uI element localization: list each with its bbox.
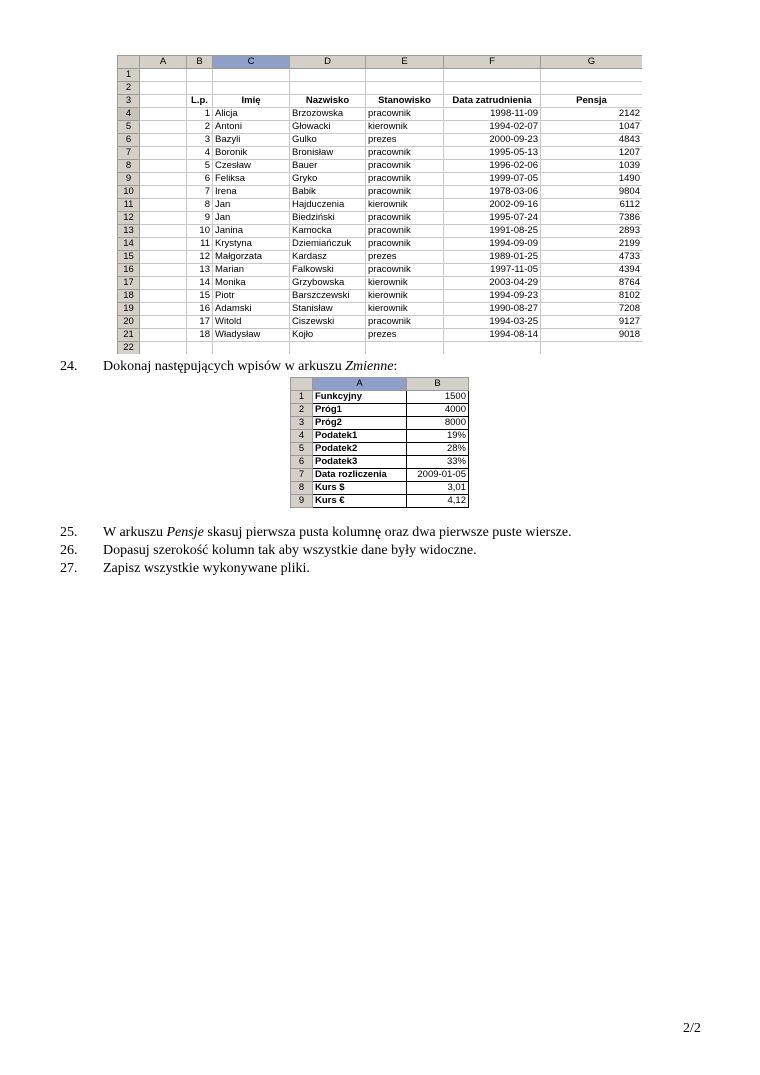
cell[interactable]: 11	[187, 238, 213, 251]
cell[interactable]: Antoni	[213, 121, 290, 134]
cell[interactable]: Małgorzata	[213, 251, 290, 264]
cell[interactable]	[290, 82, 366, 95]
table-header-row	[118, 95, 643, 108]
cell[interactable]: 8102	[541, 290, 643, 303]
column-header[interactable]: F	[444, 56, 541, 69]
cell[interactable]: Jan	[213, 212, 290, 225]
cell[interactable]: 1994-09-09	[444, 238, 541, 251]
row-header[interactable]: 12	[118, 212, 140, 225]
cell[interactable]: Bazyli	[213, 134, 290, 147]
column-header[interactable]: A	[140, 56, 187, 69]
cell[interactable]	[444, 82, 541, 95]
cell[interactable]: 1990-08-27	[444, 303, 541, 316]
row-header[interactable]: 8	[291, 482, 313, 495]
cell[interactable]	[140, 186, 187, 199]
row-header[interactable]: 15	[118, 251, 140, 264]
row-header[interactable]: 17	[118, 277, 140, 290]
cell[interactable]: Kamocka	[290, 225, 366, 238]
cell[interactable]: 1500	[407, 391, 469, 404]
corner-cell	[118, 56, 140, 69]
cell[interactable]: 9018	[541, 329, 643, 342]
cell[interactable]: Jan	[213, 199, 290, 212]
cell[interactable]: kierownik	[366, 290, 444, 303]
column-header[interactable]: E	[366, 56, 444, 69]
table-row	[291, 443, 469, 456]
cell[interactable]: pracownik	[366, 173, 444, 186]
column-header[interactable]: D	[290, 56, 366, 69]
cell[interactable]: 2009-01-05	[407, 469, 469, 482]
cell[interactable]	[187, 82, 213, 95]
cell[interactable]: 1039	[541, 160, 643, 173]
row-header[interactable]: 21	[118, 329, 140, 342]
cell[interactable]: 2199	[541, 238, 643, 251]
row-header[interactable]: 2	[291, 404, 313, 417]
cell[interactable]: 3	[187, 134, 213, 147]
row-header[interactable]: 19	[118, 303, 140, 316]
cell[interactable]: 1996-02-06	[444, 160, 541, 173]
cell[interactable]	[140, 264, 187, 277]
cell[interactable]: Próg1	[313, 404, 407, 417]
cell[interactable]: 1995-07-24	[444, 212, 541, 225]
cell[interactable]: 1995-05-13	[444, 147, 541, 160]
cell[interactable]: 8000	[407, 417, 469, 430]
cell[interactable]: pracownik	[366, 147, 444, 160]
column-header[interactable]: G	[541, 56, 643, 69]
cell[interactable]: 7	[187, 186, 213, 199]
column-header-row	[118, 56, 643, 69]
table-row	[118, 342, 643, 355]
cell[interactable]	[140, 290, 187, 303]
page-number: 2/2	[683, 1021, 701, 1036]
cell[interactable]	[290, 342, 366, 355]
cell[interactable]: pracownik	[366, 160, 444, 173]
cell[interactable]: 1994-03-25	[444, 316, 541, 329]
table-row	[291, 482, 469, 495]
table-row	[118, 173, 643, 186]
cell[interactable]: Data rozliczenia	[313, 469, 407, 482]
spreadsheet-zmienne	[290, 377, 469, 508]
row-header[interactable]: 11	[118, 199, 140, 212]
cell[interactable]	[140, 82, 187, 95]
corner-cell	[291, 378, 313, 391]
cell[interactable]: pracownik	[366, 186, 444, 199]
cell[interactable]: 17	[187, 316, 213, 329]
table-row	[118, 212, 643, 225]
cell[interactable]: Janina	[213, 225, 290, 238]
cell[interactable]	[213, 82, 290, 95]
cell[interactable]: Bauer	[290, 160, 366, 173]
cell[interactable]: pracownik	[366, 212, 444, 225]
cell[interactable]	[140, 147, 187, 160]
cell[interactable]: kierownik	[366, 121, 444, 134]
table-row	[118, 147, 643, 160]
row-header[interactable]: 14	[118, 238, 140, 251]
list-text: Dokonaj następujących wpisów w arkuszu Zmienne:	[103, 359, 398, 374]
cell[interactable]: Kardasz	[290, 251, 366, 264]
cell[interactable]: Kojło	[290, 329, 366, 342]
cell[interactable]	[140, 69, 187, 82]
cell[interactable]: 1994-02-07	[444, 121, 541, 134]
row-header[interactable]: 9	[291, 495, 313, 508]
cell[interactable]: Barszczewski	[290, 290, 366, 303]
cell[interactable]: Krystyna	[213, 238, 290, 251]
cell[interactable]	[444, 69, 541, 82]
cell[interactable]	[140, 160, 187, 173]
cell[interactable]	[140, 316, 187, 329]
table-row	[118, 264, 643, 277]
table-row	[118, 290, 643, 303]
cell[interactable]: 6	[187, 173, 213, 186]
table-row	[291, 404, 469, 417]
spreadsheet-pensje	[117, 55, 642, 354]
row-header[interactable]: 20	[118, 316, 140, 329]
table-row	[118, 225, 643, 238]
cell[interactable]: Boronik	[213, 147, 290, 160]
cell[interactable]	[140, 95, 187, 108]
cell[interactable]: 1994-09-23	[444, 290, 541, 303]
cell[interactable]: Alicja	[213, 108, 290, 121]
cell[interactable]: 15	[187, 290, 213, 303]
cell[interactable]: Gulko	[290, 134, 366, 147]
cell[interactable]	[213, 69, 290, 82]
cell[interactable]	[140, 251, 187, 264]
cell[interactable]: 12	[187, 251, 213, 264]
cell[interactable]: 3,01	[407, 482, 469, 495]
cell[interactable]	[140, 342, 187, 355]
cell[interactable]: 8	[187, 199, 213, 212]
row-header[interactable]: 6	[118, 134, 140, 147]
row-header[interactable]: 22	[118, 342, 140, 355]
cell[interactable]	[541, 342, 643, 355]
row-header[interactable]: 16	[118, 264, 140, 277]
cell[interactable]: 4733	[541, 251, 643, 264]
cell[interactable]: 2003-04-29	[444, 277, 541, 290]
cell[interactable]	[140, 238, 187, 251]
cell[interactable]: 2002-09-16	[444, 199, 541, 212]
cell[interactable]	[541, 82, 643, 95]
cell[interactable]: pracownik	[366, 108, 444, 121]
table-row	[118, 186, 643, 199]
table-row	[118, 160, 643, 173]
row-header[interactable]: 18	[118, 290, 140, 303]
cell[interactable]	[444, 342, 541, 355]
cell[interactable]: Gryko	[290, 173, 366, 186]
row-header[interactable]: 7	[118, 147, 140, 160]
cell[interactable]: Brzozowska	[290, 108, 366, 121]
cell[interactable]	[140, 173, 187, 186]
table-row	[118, 251, 643, 264]
table-row	[118, 82, 643, 95]
table-row	[118, 303, 643, 316]
cell[interactable]: Marian	[213, 264, 290, 277]
list-text: Zapisz wszystkie wykonywane pliki.	[103, 561, 310, 576]
cell[interactable]	[140, 134, 187, 147]
row-header[interactable]: 7	[291, 469, 313, 482]
header-cell[interactable]: Data zatrudnienia	[444, 95, 541, 108]
cell[interactable]: Władysław	[213, 329, 290, 342]
cell[interactable]	[140, 303, 187, 316]
header-cell[interactable]: Pensja	[541, 95, 643, 108]
table-row	[291, 495, 469, 508]
cell[interactable]: 1207	[541, 147, 643, 160]
cell[interactable]: 4,12	[407, 495, 469, 508]
row-header[interactable]: 1	[118, 69, 140, 82]
row-header[interactable]: 2	[118, 82, 140, 95]
cell[interactable]: Stanisław	[290, 303, 366, 316]
table-row	[291, 391, 469, 404]
cell[interactable]: 2	[187, 121, 213, 134]
cell[interactable]: 4394	[541, 264, 643, 277]
cell[interactable]: Bronisław	[290, 147, 366, 160]
row-header[interactable]: 5	[291, 443, 313, 456]
cell[interactable]: 10	[187, 225, 213, 238]
cell[interactable]: 5	[187, 160, 213, 173]
row-header[interactable]: 6	[291, 456, 313, 469]
cell[interactable]: 1997-11-05	[444, 264, 541, 277]
cell[interactable]: 1998-11-09	[444, 108, 541, 121]
cell[interactable]: 28%	[407, 443, 469, 456]
cell[interactable]: Feliksa	[213, 173, 290, 186]
cell[interactable]: Funkcyjny	[313, 391, 407, 404]
cell[interactable]: Grzybowska	[290, 277, 366, 290]
table-row	[118, 121, 643, 134]
column-header[interactable]: A	[313, 378, 407, 391]
cell[interactable]: 2142	[541, 108, 643, 121]
cell[interactable]: Ciszewski	[290, 316, 366, 329]
cell[interactable]: 14	[187, 277, 213, 290]
cell[interactable]: 7208	[541, 303, 643, 316]
cell[interactable]	[140, 199, 187, 212]
row-header[interactable]: 4	[291, 430, 313, 443]
cell[interactable]: Próg2	[313, 417, 407, 430]
list-number: 24.	[60, 359, 78, 374]
list-text: W arkuszu Pensje skasuj pierwsza pusta kolumnę oraz dwa pierwsze puste wiersze.	[103, 525, 572, 540]
cell[interactable]: Babik	[290, 186, 366, 199]
column-header[interactable]: C	[213, 56, 290, 69]
cell[interactable]: Czesław	[213, 160, 290, 173]
row-header[interactable]: 4	[118, 108, 140, 121]
header-cell[interactable]: L.p.	[187, 95, 213, 108]
header-cell[interactable]: Nazwisko	[290, 95, 366, 108]
list-number: 26.	[60, 543, 78, 558]
table-row	[291, 469, 469, 482]
cell[interactable]: prezes	[366, 329, 444, 342]
cell[interactable]	[187, 69, 213, 82]
cell[interactable]: prezes	[366, 251, 444, 264]
cell[interactable]: 16	[187, 303, 213, 316]
cell[interactable]: 1	[187, 108, 213, 121]
column-header[interactable]: B	[407, 378, 469, 391]
cell[interactable]: 18	[187, 329, 213, 342]
cell[interactable]	[366, 342, 444, 355]
cell[interactable]	[541, 69, 643, 82]
header-cell[interactable]: Stanowisko	[366, 95, 444, 108]
cell[interactable]: pracownik	[366, 225, 444, 238]
cell[interactable]: Witold	[213, 316, 290, 329]
column-header[interactable]: B	[187, 56, 213, 69]
cell[interactable]: pracownik	[366, 316, 444, 329]
cell[interactable]: Biedziński	[290, 212, 366, 225]
cell[interactable]	[290, 69, 366, 82]
row-header[interactable]: 3	[118, 95, 140, 108]
cell[interactable]: Falkowski	[290, 264, 366, 277]
cell[interactable]: Podatek1	[313, 430, 407, 443]
cell[interactable]: 2000-09-23	[444, 134, 541, 147]
cell[interactable]: 9804	[541, 186, 643, 199]
table-row	[118, 108, 643, 121]
table-row	[118, 238, 643, 251]
cell[interactable]: Podatek3	[313, 456, 407, 469]
cell[interactable]: Kurs €	[313, 495, 407, 508]
row-header[interactable]: 9	[118, 173, 140, 186]
cell[interactable]: Hajduczenia	[290, 199, 366, 212]
cell[interactable]: Głowacki	[290, 121, 366, 134]
cell[interactable]: 1989-01-25	[444, 251, 541, 264]
table-row	[118, 329, 643, 342]
cell[interactable]: Piotr	[213, 290, 290, 303]
cell[interactable]: 2893	[541, 225, 643, 238]
cell[interactable]: pracownik	[366, 238, 444, 251]
row-header[interactable]: 1	[291, 391, 313, 404]
cell[interactable]	[366, 69, 444, 82]
cell[interactable]	[213, 342, 290, 355]
row-header[interactable]: 13	[118, 225, 140, 238]
cell[interactable]	[366, 82, 444, 95]
cell[interactable]: 33%	[407, 456, 469, 469]
cell[interactable]: 1978-03-06	[444, 186, 541, 199]
cell[interactable]	[140, 277, 187, 290]
row-header[interactable]: 3	[291, 417, 313, 430]
cell[interactable]: 9	[187, 212, 213, 225]
cell[interactable]: Kurs $	[313, 482, 407, 495]
cell[interactable]: 7386	[541, 212, 643, 225]
cell[interactable]: Monika	[213, 277, 290, 290]
row-header[interactable]: 5	[118, 121, 140, 134]
cell[interactable]: kierownik	[366, 303, 444, 316]
cell[interactable]: 1991-08-25	[444, 225, 541, 238]
table-row	[291, 430, 469, 443]
cell[interactable]	[187, 342, 213, 355]
table-row	[118, 69, 643, 82]
cell[interactable]: 1994-08-14	[444, 329, 541, 342]
cell[interactable]: 6112	[541, 199, 643, 212]
cell[interactable]: 1490	[541, 173, 643, 186]
column-header-row	[291, 378, 469, 391]
cell[interactable]: 13	[187, 264, 213, 277]
table-row	[291, 417, 469, 430]
list-text: Dopasuj szerokość kolumn tak aby wszystkie dane były widoczne.	[103, 543, 477, 558]
cell[interactable]: Dziemiańczuk	[290, 238, 366, 251]
cell[interactable]: 9127	[541, 316, 643, 329]
cell[interactable]: 1047	[541, 121, 643, 134]
list-number: 25.	[60, 525, 78, 540]
cell[interactable]: Adamski	[213, 303, 290, 316]
table-row	[118, 134, 643, 147]
cell[interactable]: 8764	[541, 277, 643, 290]
table-row	[291, 456, 469, 469]
header-cell[interactable]: Imię	[213, 95, 290, 108]
cell[interactable]	[140, 108, 187, 121]
cell[interactable]: Irena	[213, 186, 290, 199]
row-header[interactable]: 8	[118, 160, 140, 173]
row-header[interactable]: 10	[118, 186, 140, 199]
cell[interactable]: 4000	[407, 404, 469, 417]
cell[interactable]: kierownik	[366, 199, 444, 212]
list-number: 27.	[60, 561, 78, 576]
cell[interactable]: 4843	[541, 134, 643, 147]
cell[interactable]: kierownik	[366, 277, 444, 290]
cell[interactable]: Podatek2	[313, 443, 407, 456]
cell[interactable]: prezes	[366, 134, 444, 147]
table-row	[118, 316, 643, 329]
table-row	[118, 199, 643, 212]
spreadsheet-pensje-screenshot	[117, 55, 642, 354]
cell[interactable]: 4	[187, 147, 213, 160]
cell[interactable]	[140, 225, 187, 238]
cell[interactable]	[140, 329, 187, 342]
table-row	[118, 277, 643, 290]
cell[interactable]: 1999-07-05	[444, 173, 541, 186]
cell[interactable]: 19%	[407, 430, 469, 443]
cell[interactable]	[140, 212, 187, 225]
cell[interactable]: pracownik	[366, 264, 444, 277]
cell[interactable]	[140, 121, 187, 134]
